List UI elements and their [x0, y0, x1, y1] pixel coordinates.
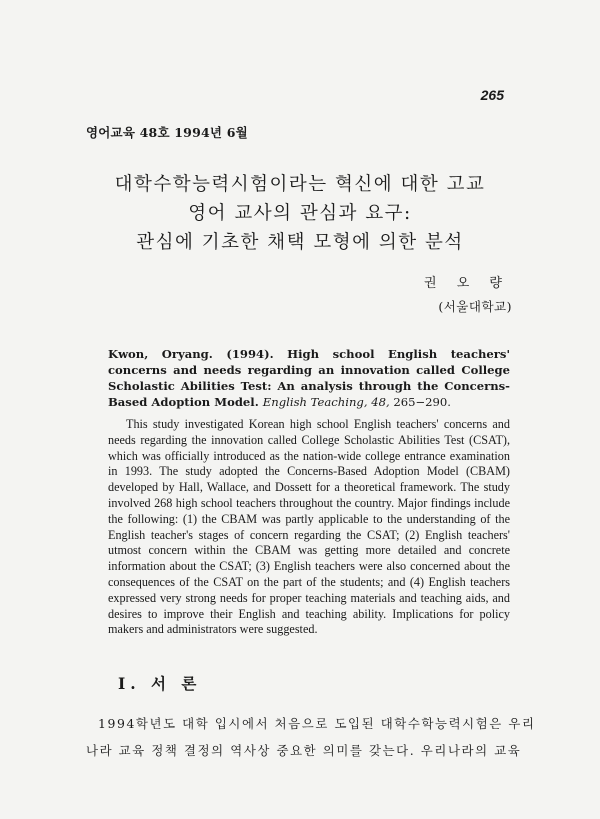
title-line-1: 대학수학능력시험이라는 혁신에 대한 고교: [114, 174, 486, 195]
title-line-3: 관심에 기초한 채택 모형에 의한 분석: [136, 232, 464, 253]
section-heading: I. 서 론: [118, 674, 202, 693]
abstract: This study investigated Korean high school English teachers' concerns and needs regarding the innovation called College Scholastic Abilities Test (CSAT), which was officially introduced as the nation-wide college entrance examination in 1993. The study adopted the Concerns-Based Adoption Model (CBAM) developed by Hall, Wallace, and Dossett for a theoretical framework. The study involved 268 high school teachers throughout the country. Major findings include the following: (1) the CBAM was partly applicable to the understanding of the English teacher's stages of concern regarding the CSAT; (2) English teachers' utmost concern within the CBAM was getting more detailed and concrete information about the CSAT; (3) English teachers were also concerned about the consequences of the CSAT on the part of the students; and (4) English teachers expressed very strong needs for proper teaching materials and teaching aids, and desires to improve their English and teaching ability. Implications for policy makers and administrators were suggested.: [108, 417, 510, 637]
citation-text: Kwon, Oryang. (1994). High school English teachers' concerns and needs regarding an innovation called College Scholastic Abilities Test: An analysis through the Concerns-Based Adoption Model.: [108, 347, 510, 409]
citation-pages: 265−290.: [389, 395, 451, 409]
paper-title: [0, 170, 600, 257]
author-affiliation: (서울대학교): [438, 299, 512, 314]
journal-reference: 영어교육 48호 1994년 6월: [86, 125, 248, 140]
body-line-1: 1994학년도 대학 입시에서 처음으로 도입된 대학수학능력시험은 우리: [98, 716, 536, 731]
citation-journal: English Teaching, 48,: [262, 395, 390, 409]
introduction-text: [86, 710, 536, 764]
author-name: 권 오 량: [424, 276, 510, 291]
body-line-2: 나라 교육 정책 결정의 역사상 중요한 의미를 갖는다. 우리나라의 교육: [86, 743, 522, 758]
citation: [108, 346, 510, 410]
title-line-2: 영어 교사의 관심과 요구:: [188, 203, 412, 224]
page-number: 265: [480, 87, 504, 103]
